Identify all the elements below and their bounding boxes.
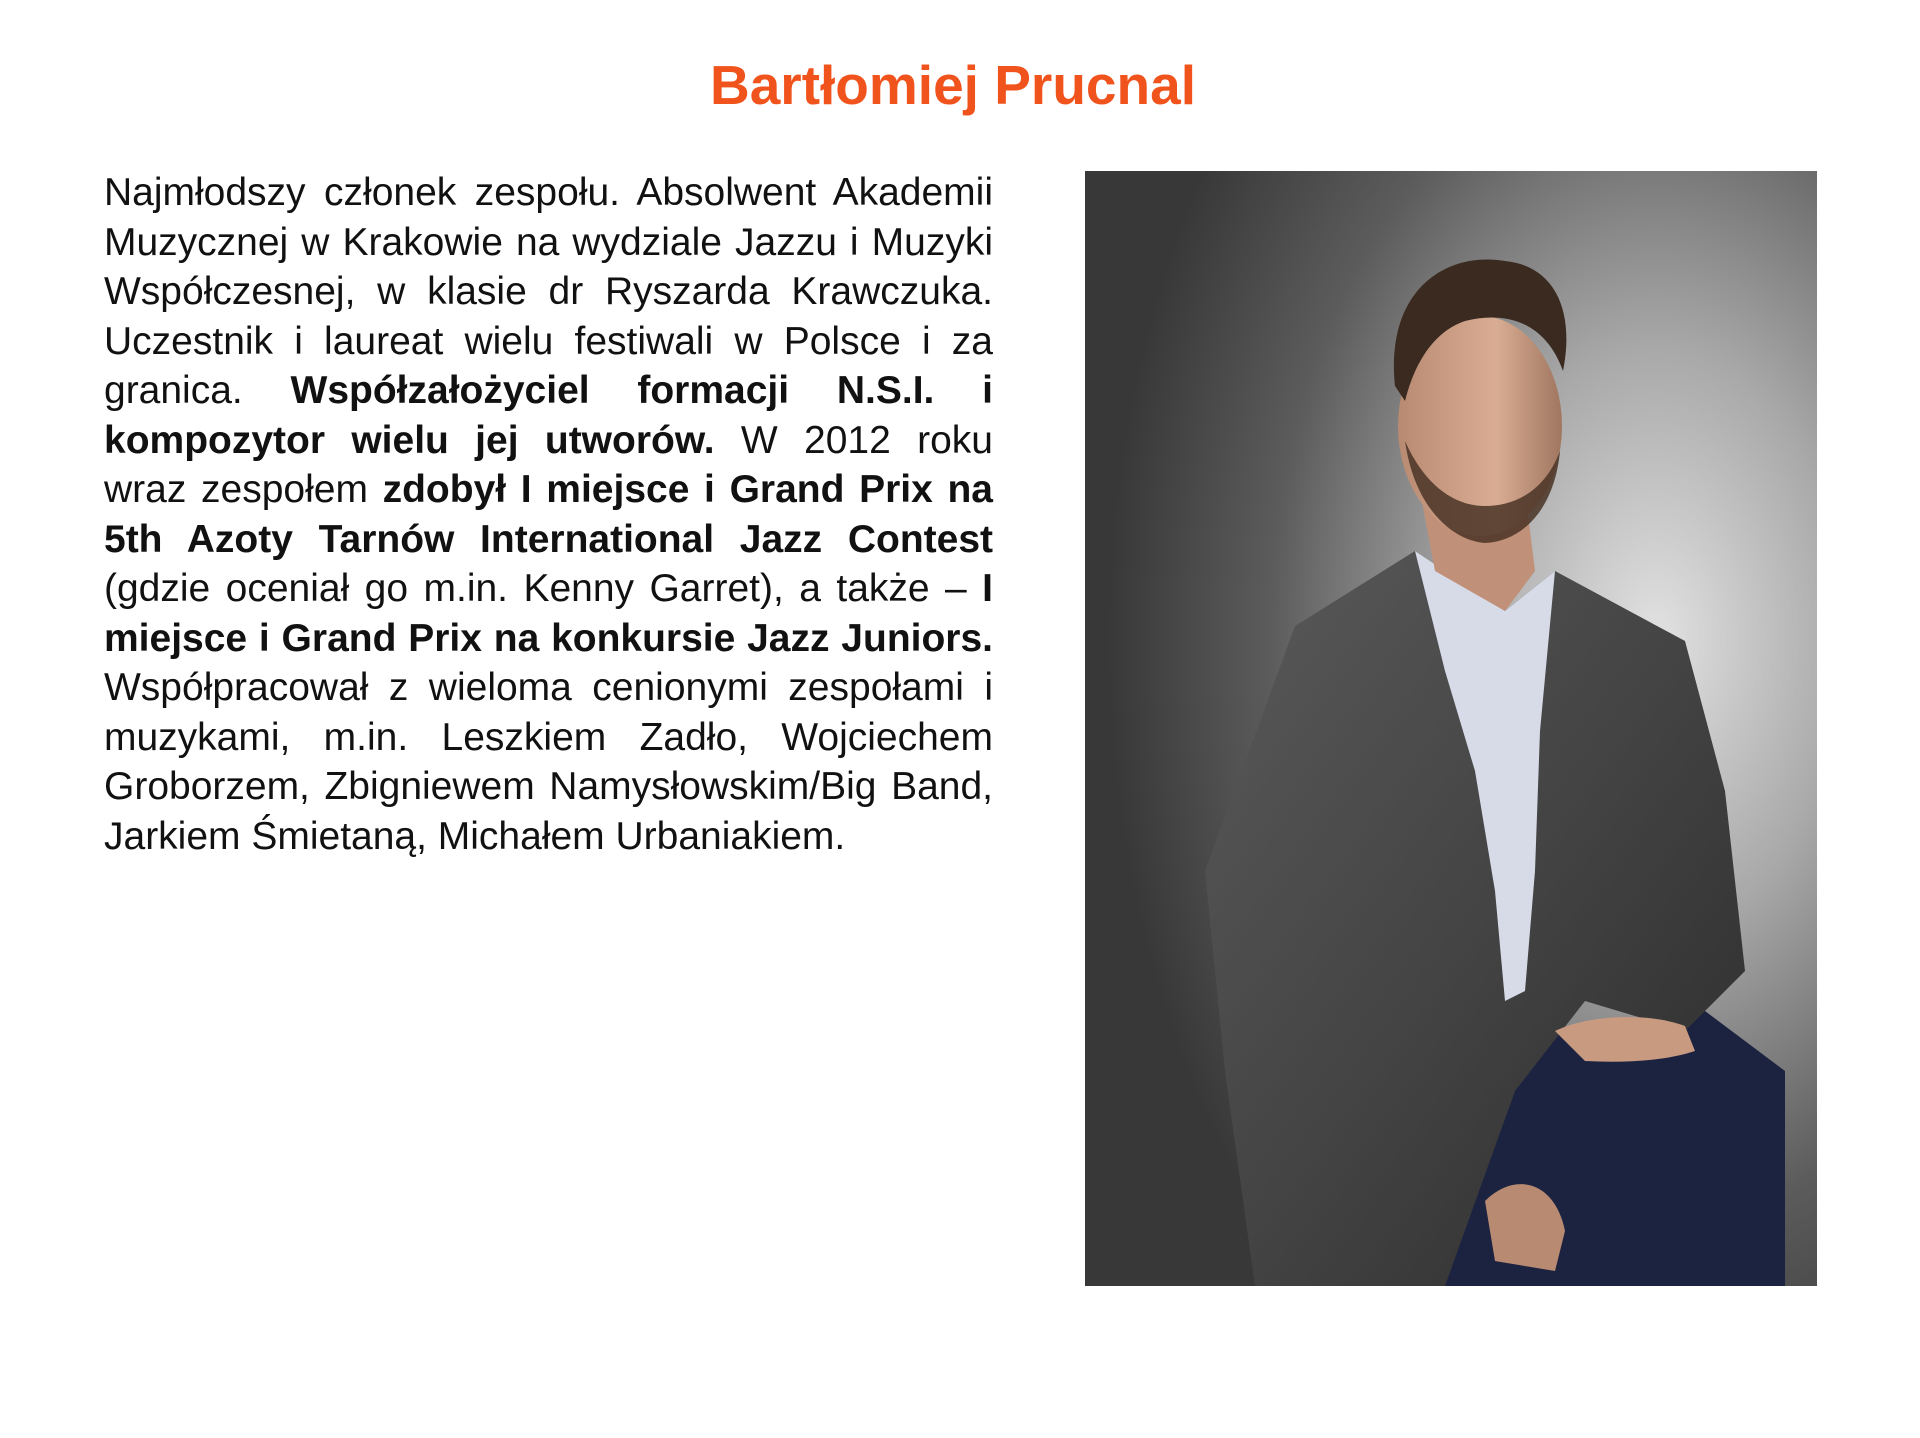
bio-text-1: Najmłodszy członek zespołu. Absolwent Akademii Muzycznej w Krakowie na wydziale Jazzu i Muzyki Współczesnej, w klasie dr Ryszarda Krawczuka. Uczestnik i laureat wielu festiwali w Polsce i za granica. [104,171,993,412]
bio-text-2: W 2012 roku wraz zespołem [104,418,993,511]
bio-paragraph [104,168,993,861]
bio-text-4: Współpracował z wieloma cenionymi zespołami i muzykami, m.in. Leszkiem Zadło, Wojciechem Groborzem, Zbigniewem Namysłowskim/Big Band, Jarkiem Śmietaną, Michałem Urbaniakiem. [104,666,993,858]
portrait-photo [1085,171,1817,1286]
portrait-illustration [1085,171,1817,1286]
bio-text-3: (gdzie oceniał go m.in. Kenny Garret), a także – [104,567,983,610]
bio-bold-3: I miejsce i Grand Prix na konkursie Jazz Juniors. [104,567,993,660]
bio-bold-1: Współzałożyciel formacji N.S.I. i kompozytor wielu jej utworów. [104,369,993,462]
bio-bold-2: zdobył I miejsce i Grand Prix na 5th Azoty Tarnów International Jazz Contest [104,468,993,561]
page-title: Bartłomiej Prucnal [710,54,1196,116]
